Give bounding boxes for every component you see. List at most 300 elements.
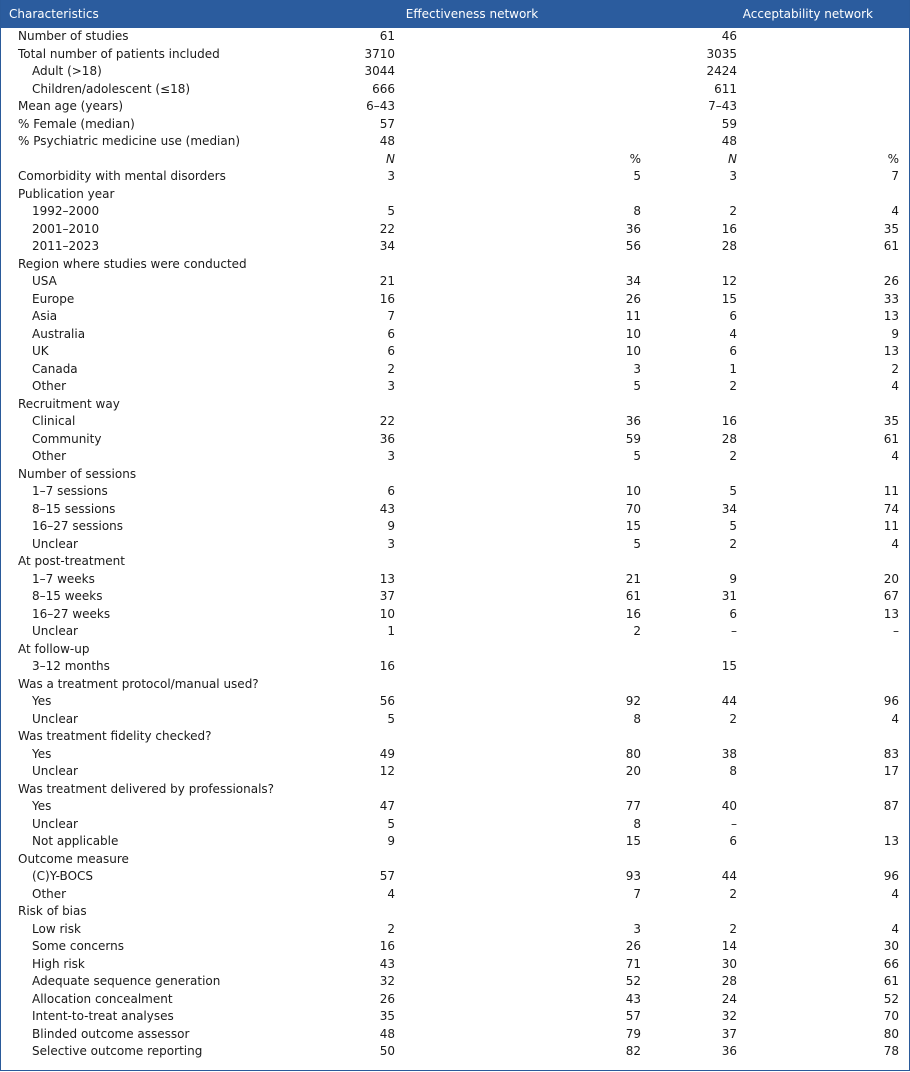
- acceptability-n: 1: [729, 361, 737, 376]
- acceptability-pct: 61: [883, 431, 899, 446]
- table-row: [1, 326, 909, 344]
- row-label: Yes: [32, 746, 52, 761]
- acceptability-n: [641, 851, 737, 869]
- row-label: Adult (>18): [32, 64, 102, 78]
- effectiveness-n: 26: [379, 991, 395, 1006]
- row-label: Mean age (years): [18, 99, 124, 113]
- table-body: [1, 28, 909, 1061]
- table-row: [1, 518, 909, 536]
- acceptability-value: 7–43: [708, 99, 737, 113]
- table-row: [1, 623, 909, 641]
- effectiveness-n: 36: [379, 431, 395, 446]
- acceptability-n: 6: [729, 834, 737, 848]
- category-row: [1, 728, 909, 746]
- effectiveness-pct: 70: [625, 501, 641, 516]
- effectiveness-pct: 34: [625, 274, 641, 288]
- table-row: [1, 938, 909, 956]
- acceptability-pct: 4: [891, 449, 899, 463]
- row-label: Unclear: [32, 764, 78, 778]
- table-row: [1, 133, 909, 151]
- acceptability-value: 3035: [706, 46, 737, 61]
- effectiveness-pct: [395, 186, 641, 204]
- effectiveness-n: 34: [379, 239, 395, 253]
- effectiveness-n: 12: [379, 764, 395, 778]
- acceptability-n: [641, 186, 737, 204]
- row-label: Some concerns: [32, 939, 124, 953]
- acceptability-pct: 87: [883, 799, 899, 813]
- row-label: Children/adolescent (≤18): [32, 81, 191, 96]
- effectiveness-pct: 77: [625, 799, 641, 813]
- row-label: Comorbidity with mental disorders: [18, 169, 226, 183]
- effectiveness-n: 35: [379, 1009, 395, 1023]
- effectiveness-pct: [395, 396, 641, 414]
- table-row: [1, 238, 909, 256]
- table-row: [1, 431, 909, 449]
- table-row: [1, 886, 909, 904]
- acceptability-n: –: [731, 816, 737, 831]
- effectiveness-n: 21: [379, 274, 395, 288]
- acceptability-n: [641, 781, 737, 799]
- effectiveness-n: 2: [387, 921, 395, 936]
- table-row: [1, 483, 909, 501]
- effectiveness-pct: 26: [625, 291, 641, 306]
- effectiveness-pct: 15: [625, 519, 641, 533]
- acceptability-n: 3: [729, 169, 737, 183]
- row-label: 1–7 sessions: [32, 484, 108, 498]
- effectiveness-n: 3: [387, 536, 395, 551]
- effectiveness-pct: [395, 641, 641, 659]
- row-label: Europe: [32, 291, 75, 306]
- effectiveness-n: 7: [387, 309, 395, 323]
- acceptability-pct: 61: [883, 974, 899, 988]
- acceptability-pct: 80: [883, 1026, 899, 1041]
- spacer-cell: [737, 28, 909, 46]
- acceptability-n: [641, 676, 737, 694]
- effectiveness-n: 9: [387, 519, 395, 533]
- row-label: Unclear: [32, 536, 78, 551]
- effectiveness-pct: 16: [625, 606, 641, 621]
- acceptability-n: 9: [729, 571, 737, 586]
- effectiveness-pct: 21: [625, 571, 641, 586]
- effectiveness-n: 6: [387, 344, 395, 358]
- table-row: [1, 693, 909, 711]
- spacer-cell: [395, 28, 641, 46]
- row-label: 16–27 weeks: [32, 606, 111, 621]
- row-label: UK: [32, 344, 49, 358]
- effectiveness-pct: 5: [633, 169, 641, 183]
- spacer-cell: [737, 116, 909, 134]
- effectiveness-pct: 10: [625, 484, 641, 498]
- effectiveness-n: 13: [379, 571, 395, 586]
- effectiveness-pct: 3: [633, 921, 641, 936]
- acceptability-pct: 78: [883, 1044, 899, 1058]
- effectiveness-n: 16: [379, 939, 395, 953]
- acceptability-pct: 4: [891, 379, 899, 393]
- row-label: Outcome measure: [18, 851, 129, 866]
- row-label: USA: [32, 274, 57, 288]
- acceptability-n: 40: [721, 799, 737, 813]
- table-row: [1, 763, 909, 781]
- acceptability-n: 31: [721, 589, 737, 603]
- effectiveness-pct: 80: [625, 746, 641, 761]
- effectiveness-pct: 2: [633, 624, 641, 638]
- row-label: Total number of patients included: [18, 46, 220, 61]
- acceptability-pct: 13: [883, 309, 899, 323]
- spacer-cell: [395, 133, 641, 151]
- row-label: Community: [32, 431, 102, 446]
- acceptability-pct: 66: [883, 956, 899, 971]
- table-row: [1, 221, 909, 239]
- acceptability-n: 34: [721, 501, 737, 516]
- acceptability-n: 28: [721, 431, 737, 446]
- row-label: Other: [32, 379, 67, 393]
- acceptability-n: [641, 553, 737, 571]
- effectiveness-pct: 56: [625, 239, 641, 253]
- effectiveness-pct: 5: [633, 449, 641, 463]
- acceptability-n: [641, 903, 737, 921]
- acceptability-pct: 7: [891, 169, 899, 183]
- spacer-cell: [737, 63, 909, 81]
- effectiveness-n: 22: [379, 414, 395, 428]
- subheader-n-effectiveness: N: [386, 151, 395, 166]
- acceptability-n: 2: [729, 711, 737, 726]
- row-label: Low risk: [32, 921, 81, 936]
- table-row: [1, 81, 909, 99]
- row-label: Asia: [32, 309, 58, 323]
- category-row: [1, 641, 909, 659]
- category-row: [1, 256, 909, 274]
- row-label: 2001–2010: [32, 221, 100, 236]
- effectiveness-n: 6: [387, 484, 395, 498]
- acceptability-n: 36: [721, 1044, 737, 1058]
- table-row: [1, 361, 909, 379]
- row-label: 3–12 months: [32, 659, 110, 673]
- acceptability-n: 28: [721, 239, 737, 253]
- effectiveness-pct: 26: [625, 939, 641, 953]
- acceptability-n: 15: [721, 659, 737, 673]
- acceptability-n: 38: [721, 746, 737, 761]
- effectiveness-pct: 5: [633, 536, 641, 551]
- acceptability-pct: 4: [891, 536, 899, 551]
- row-label: At follow-up: [18, 641, 90, 656]
- table-row: [1, 798, 909, 816]
- row-label: Intent-to-treat analyses: [32, 1009, 174, 1023]
- acceptability-pct: 13: [883, 606, 899, 621]
- effectiveness-n: [301, 676, 395, 694]
- effectiveness-value: 3044: [364, 64, 395, 78]
- acceptability-n: [641, 256, 737, 274]
- row-label: Australia: [32, 326, 86, 341]
- acceptability-pct: 96: [883, 869, 899, 883]
- spacer-cell: [395, 116, 641, 134]
- effectiveness-pct: [395, 553, 641, 571]
- row-label: High risk: [32, 956, 85, 971]
- acceptability-pct: 96: [883, 694, 899, 708]
- effectiveness-n: [301, 256, 395, 274]
- spacer-cell: [737, 133, 909, 151]
- table-row: [1, 378, 909, 396]
- effectiveness-value: 666: [372, 81, 395, 96]
- effectiveness-value: 57: [379, 116, 395, 131]
- subheader-n-acceptability: N: [728, 151, 737, 166]
- acceptability-pct: 4: [891, 886, 899, 901]
- acceptability-n: 32: [721, 1009, 737, 1023]
- effectiveness-n: 5: [387, 816, 395, 831]
- row-label: Unclear: [32, 711, 78, 726]
- row-label: Selective outcome reporting: [32, 1044, 203, 1058]
- spacer-cell: [1, 151, 301, 169]
- table-row: [1, 973, 909, 991]
- acceptability-pct: 70: [883, 1009, 899, 1023]
- row-label: At post-treatment: [18, 554, 125, 568]
- acceptability-pct: [737, 466, 909, 484]
- effectiveness-pct: 8: [633, 711, 641, 726]
- row-label: Publication year: [18, 186, 115, 201]
- acceptability-n: 14: [721, 939, 737, 953]
- effectiveness-n: 6: [387, 326, 395, 341]
- acceptability-pct: 83: [883, 746, 899, 761]
- acceptability-pct: [737, 658, 909, 676]
- row-label: Was a treatment protocol/manual used?: [18, 676, 259, 691]
- acceptability-n: 5: [729, 519, 737, 533]
- table-row: [1, 588, 909, 606]
- table-row: [1, 63, 909, 81]
- table-row: [1, 308, 909, 326]
- effectiveness-pct: 10: [625, 326, 641, 341]
- row-label: 2011–2023: [32, 239, 100, 253]
- row-label: Adequate sequence generation: [32, 974, 221, 988]
- acceptability-pct: 35: [883, 414, 899, 428]
- table-row: [1, 606, 909, 624]
- acceptability-n: 24: [721, 991, 737, 1006]
- acceptability-n: 2: [729, 536, 737, 551]
- row-label: Blinded outcome assessor: [32, 1026, 190, 1041]
- effectiveness-n: [301, 396, 395, 414]
- effectiveness-n: [301, 553, 395, 571]
- acceptability-pct: [737, 851, 909, 869]
- effectiveness-n: [301, 903, 395, 921]
- acceptability-n: 28: [721, 974, 737, 988]
- row-label: % Psychiatric medicine use (median): [18, 134, 241, 148]
- acceptability-n: 4: [729, 326, 737, 341]
- effectiveness-n: 9: [387, 834, 395, 848]
- acceptability-pct: 67: [883, 589, 899, 603]
- effectiveness-pct: [395, 851, 641, 869]
- acceptability-value: 48: [721, 134, 737, 148]
- acceptability-n: 15: [721, 291, 737, 306]
- effectiveness-pct: 61: [625, 589, 641, 603]
- table-row: [1, 816, 909, 834]
- acceptability-n: [641, 396, 737, 414]
- column-subheaders: [1, 151, 909, 169]
- effectiveness-n: 10: [379, 606, 395, 621]
- category-row: [1, 781, 909, 799]
- acceptability-pct: 4: [891, 921, 899, 936]
- effectiveness-pct: 43: [625, 991, 641, 1006]
- spacer-cell: [737, 98, 909, 116]
- acceptability-pct: 20: [883, 571, 899, 586]
- effectiveness-n: 22: [379, 221, 395, 236]
- table-row: [1, 746, 909, 764]
- spacer-cell: [395, 46, 641, 64]
- effectiveness-n: 2: [387, 361, 395, 376]
- row-label: 8–15 weeks: [32, 589, 103, 603]
- effectiveness-pct: 3: [633, 361, 641, 376]
- acceptability-n: [641, 466, 737, 484]
- acceptability-n: 44: [721, 869, 737, 883]
- table-row: [1, 413, 909, 431]
- acceptability-pct: [737, 256, 909, 274]
- acceptability-pct: 4: [891, 711, 899, 726]
- table-row: [1, 536, 909, 554]
- acceptability-pct: 13: [883, 834, 899, 848]
- row-label: Risk of bias: [18, 904, 87, 918]
- row-label: Unclear: [32, 624, 78, 638]
- row-label: Other: [32, 886, 67, 901]
- acceptability-n: 30: [721, 956, 737, 971]
- table-row: [1, 1026, 909, 1044]
- header-acceptability-network: Acceptability network: [742, 7, 873, 21]
- table-row: [1, 273, 909, 291]
- effectiveness-n: 50: [379, 1044, 395, 1058]
- row-label: 8–15 sessions: [32, 501, 116, 516]
- acceptability-value: 46: [721, 29, 737, 43]
- effectiveness-pct: 93: [625, 869, 641, 883]
- effectiveness-n: 37: [379, 589, 395, 603]
- table-row: [1, 1043, 909, 1061]
- acceptability-pct: [737, 816, 909, 834]
- acceptability-pct: 26: [883, 274, 899, 288]
- acceptability-pct: 17: [883, 764, 899, 778]
- effectiveness-n: [301, 728, 395, 746]
- acceptability-value: 59: [721, 116, 737, 131]
- spacer-cell: [395, 81, 641, 99]
- effectiveness-n: 47: [379, 799, 395, 813]
- effectiveness-n: 5: [387, 204, 395, 218]
- acceptability-pct: [737, 676, 909, 694]
- category-row: [1, 903, 909, 921]
- acceptability-n: 2: [729, 886, 737, 901]
- table-row: [1, 711, 909, 729]
- row-label: Was treatment delivered by professionals?: [18, 781, 275, 796]
- effectiveness-n: [301, 781, 395, 799]
- category-row: [1, 676, 909, 694]
- effectiveness-pct: [395, 676, 641, 694]
- table-row: [1, 833, 909, 851]
- subheader-pct-effectiveness: %: [629, 151, 641, 166]
- acceptability-n: 16: [721, 414, 737, 428]
- row-label: Number of sessions: [18, 466, 137, 481]
- effectiveness-pct: [395, 903, 641, 921]
- effectiveness-n: 3: [387, 449, 395, 463]
- acceptability-n: [641, 728, 737, 746]
- table-row: [1, 571, 909, 589]
- table-row: [1, 921, 909, 939]
- table-row: [1, 991, 909, 1009]
- acceptability-pct: 9: [891, 326, 899, 341]
- effectiveness-pct: [395, 728, 641, 746]
- effectiveness-pct: 92: [625, 694, 641, 708]
- category-row: [1, 186, 909, 204]
- effectiveness-n: 43: [379, 501, 395, 516]
- table-row: [1, 501, 909, 519]
- table-header: [1, 0, 909, 28]
- acceptability-pct: 4: [891, 204, 899, 218]
- effectiveness-n: 57: [379, 869, 395, 883]
- effectiveness-pct: 15: [625, 834, 641, 848]
- acceptability-n: 6: [729, 309, 737, 323]
- acceptability-pct: 33: [883, 291, 899, 306]
- table-row: [1, 98, 909, 116]
- table-row: [1, 448, 909, 466]
- acceptability-n: 44: [721, 694, 737, 708]
- effectiveness-value: 61: [379, 29, 395, 43]
- row-label: Was treatment fidelity checked?: [18, 729, 212, 743]
- acceptability-pct: 52: [883, 991, 899, 1006]
- effectiveness-n: 16: [379, 291, 395, 306]
- category-row: [1, 396, 909, 414]
- acceptability-pct: [737, 903, 909, 921]
- category-row: [1, 553, 909, 571]
- effectiveness-pct: [395, 781, 641, 799]
- acceptability-n: 12: [721, 274, 737, 288]
- effectiveness-n: 5: [387, 711, 395, 726]
- row-label: Allocation concealment: [32, 991, 173, 1006]
- effectiveness-n: 16: [379, 659, 395, 673]
- effectiveness-n: [301, 641, 395, 659]
- acceptability-value: 2424: [706, 64, 737, 78]
- spacer-cell: [395, 98, 641, 116]
- effectiveness-pct: 7: [633, 886, 641, 901]
- effectiveness-n: 43: [379, 956, 395, 971]
- spacer-cell: [737, 81, 909, 99]
- acceptability-pct: [737, 553, 909, 571]
- row-label: Not applicable: [32, 834, 119, 848]
- row-label: Canada: [32, 361, 78, 376]
- acceptability-pct: 13: [883, 344, 899, 358]
- effectiveness-value: 48: [379, 134, 395, 148]
- effectiveness-pct: 36: [625, 221, 641, 236]
- acceptability-n: 6: [729, 606, 737, 621]
- effectiveness-pct: 11: [625, 309, 641, 323]
- acceptability-n: –: [731, 624, 737, 638]
- effectiveness-n: 56: [379, 694, 395, 708]
- row-label: 1–7 weeks: [32, 571, 95, 586]
- acceptability-n: 16: [721, 221, 737, 236]
- table-row: [1, 203, 909, 221]
- acceptability-value: 611: [714, 81, 737, 96]
- acceptability-n: 5: [729, 484, 737, 498]
- acceptability-pct: 30: [883, 939, 899, 953]
- effectiveness-n: 48: [379, 1026, 395, 1041]
- acceptability-n: 2: [729, 379, 737, 393]
- effectiveness-n: 1: [387, 624, 395, 638]
- effectiveness-n: 3: [387, 379, 395, 393]
- effectiveness-pct: [395, 466, 641, 484]
- acceptability-pct: 35: [883, 221, 899, 236]
- header-effectiveness-network: Effectiveness network: [405, 7, 539, 21]
- effectiveness-value: 3710: [364, 46, 395, 61]
- category-row: [1, 168, 909, 186]
- table-row: [1, 658, 909, 676]
- effectiveness-n: 3: [387, 169, 395, 183]
- effectiveness-value: 6–43: [366, 99, 395, 113]
- effectiveness-pct: 79: [625, 1026, 641, 1041]
- row-label: Region where studies were conducted: [18, 256, 247, 271]
- table-row: [1, 116, 909, 134]
- effectiveness-n: 49: [379, 746, 395, 761]
- category-row: [1, 851, 909, 869]
